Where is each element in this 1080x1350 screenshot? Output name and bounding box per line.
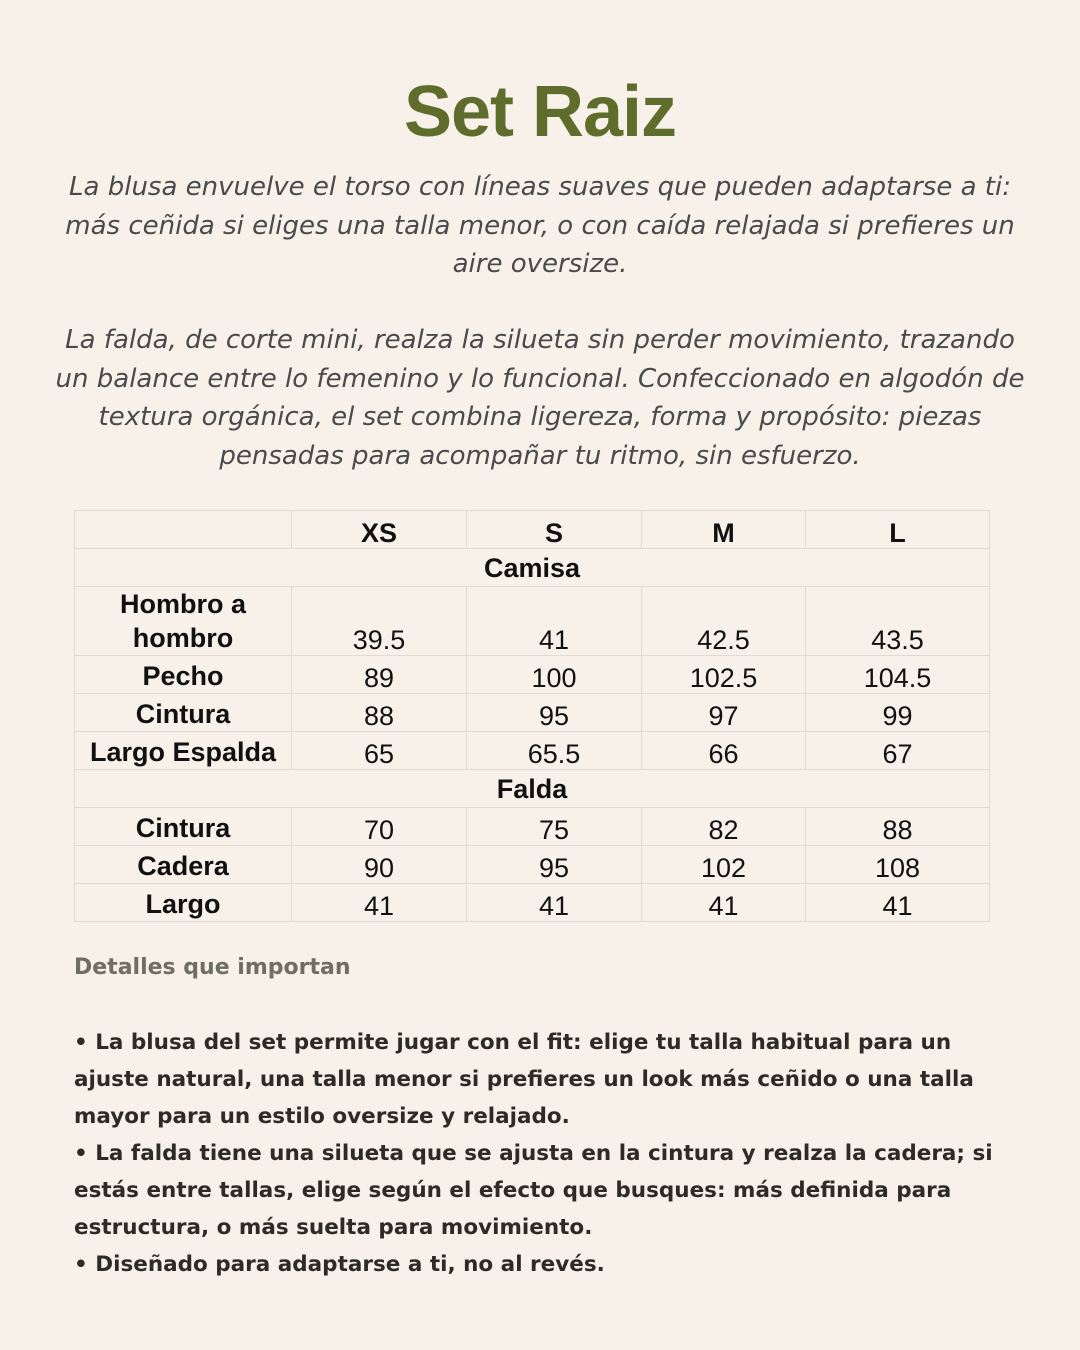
table-cell: 102 <box>642 846 806 884</box>
list-item: • La blusa del set permite jugar con el fit: elige tu talla habitual para un ajuste natural, una talla menor si prefieres un look más ceñido o una talla mayor para un estilo oversize y relajado. <box>74 1030 974 1129</box>
section-header-row <box>75 549 990 587</box>
row-label: Pecho <box>75 656 292 694</box>
section-title-falda: Falda <box>75 770 990 808</box>
table-cell: 95 <box>467 846 642 884</box>
section-title-camisa: Camisa <box>75 549 990 587</box>
table-cell: 99 <box>806 694 990 732</box>
row-label: Cintura <box>75 808 292 846</box>
table-cell: 42.5 <box>642 587 806 656</box>
table-cell: 82 <box>642 808 806 846</box>
table-row <box>75 732 990 770</box>
table-row <box>75 656 990 694</box>
page-title: Set Raiz <box>403 72 677 152</box>
table-cell: 108 <box>806 846 990 884</box>
table-cell: 89 <box>292 656 467 694</box>
table-cell: 43.5 <box>806 587 990 656</box>
intro-paragraph-skirt: La falda, de corte mini, realza la silueta sin perder movimiento, trazando un balance entre lo femenino y lo funcional. Confeccionado en algodón de textura orgánica, el set combina ligereza, forma y propósito: piezas pensadas para acompañar tu ritmo, sin esfuerzo. <box>55 325 1025 471</box>
table-cell: 39.5 <box>292 587 467 656</box>
row-label: Largo Espalda <box>75 732 292 770</box>
table-row <box>75 694 990 732</box>
table-cell: 41 <box>642 884 806 922</box>
table-corner-cell <box>75 511 292 549</box>
table-row <box>75 884 990 922</box>
table-row <box>75 587 990 656</box>
table-cell: 75 <box>467 808 642 846</box>
details-list <box>74 1024 994 1283</box>
size-header-s: S <box>467 511 642 549</box>
table-cell: 88 <box>806 808 990 846</box>
table-cell: 41 <box>292 884 467 922</box>
section-header-row <box>75 770 990 808</box>
table-cell: 67 <box>806 732 990 770</box>
size-chart-table <box>74 510 990 922</box>
list-item: • La falda tiene una silueta que se ajusta en la cintura y realza la cadera; si estás entre tallas, elige según el efecto que busques: más definida para estructura, o más suelta para movimiento. <box>74 1141 993 1240</box>
table-cell: 90 <box>292 846 467 884</box>
list-item: • Diseñado para adaptarse a ti, no al revés. <box>74 1252 605 1277</box>
table-cell: 41 <box>467 884 642 922</box>
table-cell: 102.5 <box>642 656 806 694</box>
table-cell: 41 <box>467 587 642 656</box>
table-cell: 65 <box>292 732 467 770</box>
table-cell: 100 <box>467 656 642 694</box>
table-cell: 65.5 <box>467 732 642 770</box>
table-cell: 66 <box>642 732 806 770</box>
table-cell: 41 <box>806 884 990 922</box>
size-header-xs: XS <box>292 511 467 549</box>
table-cell: 104.5 <box>806 656 990 694</box>
size-header-m: M <box>642 511 806 549</box>
row-label: Cintura <box>75 694 292 732</box>
size-header-l: L <box>806 511 990 549</box>
intro-paragraph-blouse: La blusa envuelve el torso con líneas suaves que pueden adaptarse a ti: más ceñida si eliges una talla menor, o con caída relajada si prefieres un aire oversize. <box>65 172 1015 279</box>
table-cell: 97 <box>642 694 806 732</box>
table-cell: 70 <box>292 808 467 846</box>
table-cell: 88 <box>292 694 467 732</box>
details-heading: Detalles que importan <box>74 955 351 980</box>
table-row <box>75 808 990 846</box>
row-label: Largo <box>75 884 292 922</box>
row-label: Hombro a hombro <box>75 587 292 656</box>
table-cell: 95 <box>467 694 642 732</box>
size-header-row <box>75 511 990 549</box>
table-row <box>75 846 990 884</box>
row-label: Cadera <box>75 846 292 884</box>
